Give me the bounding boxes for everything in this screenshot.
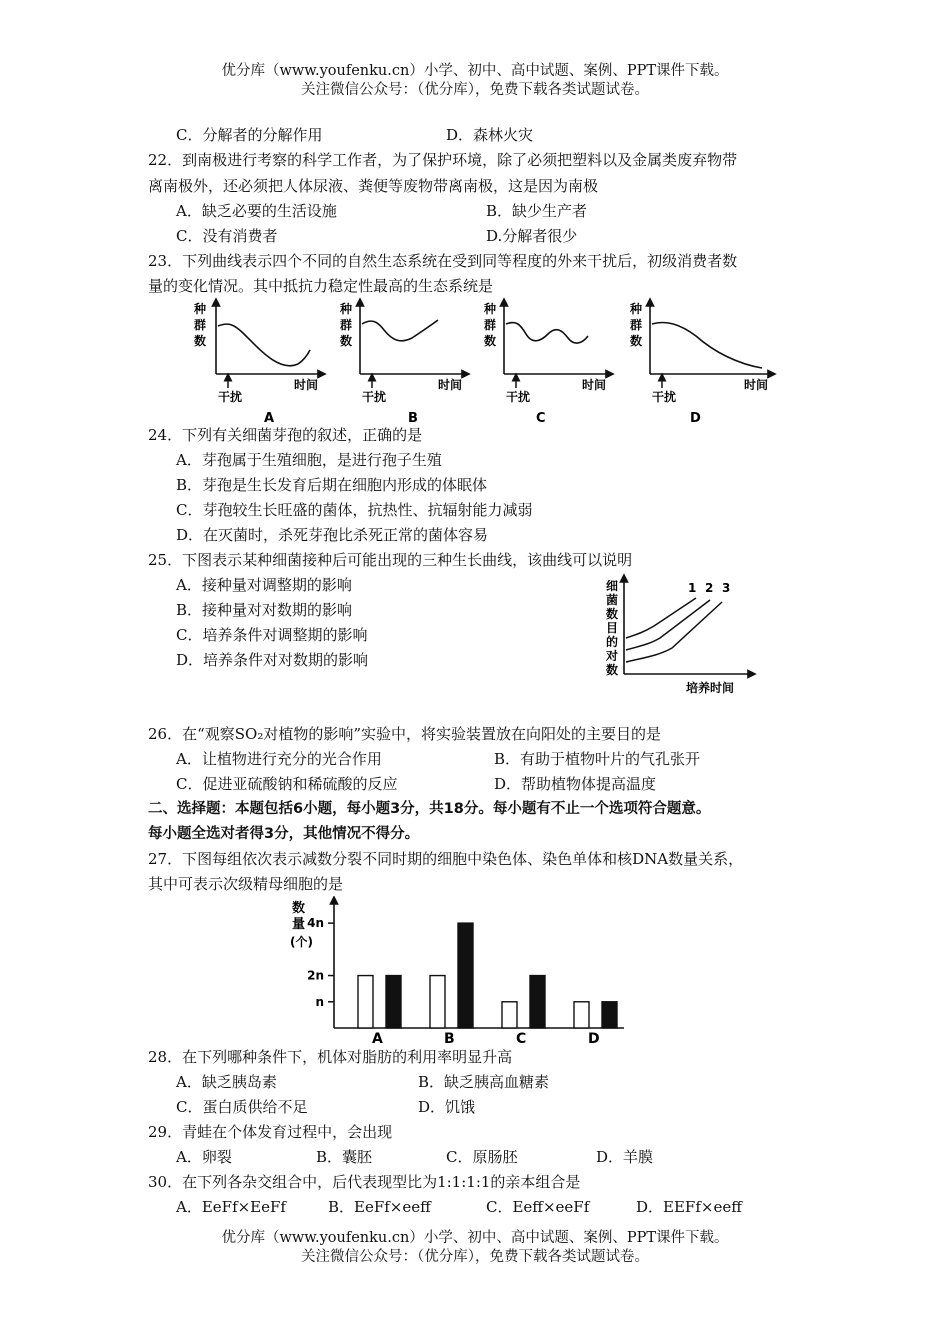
q28-option-d: D．饥饿 bbox=[418, 1098, 476, 1116]
q27-bar-C-white bbox=[502, 1002, 517, 1028]
q30-stem: 30．在下列各杂交组合中，后代表现型比为1:1:1:1的亲本组合是 bbox=[148, 1173, 581, 1191]
q29-option-b: B．囊胚 bbox=[316, 1148, 373, 1166]
graph-a-ylabel-2: 群 bbox=[194, 318, 207, 332]
q27-bar-B-black bbox=[458, 923, 473, 1028]
graph-a-event-label: 干扰 bbox=[218, 390, 243, 404]
section-2-heading: 二、选择题：本题包括6小题，每小题3分，共18分。每小题有不止一个选项符合题意。 bbox=[148, 801, 711, 817]
q27-bar-B-white bbox=[430, 976, 445, 1028]
graph-a-label: A bbox=[264, 411, 275, 424]
q25-ylabel-1: 细 bbox=[606, 579, 619, 593]
q21-option-c: C．分解者的分解作用 bbox=[176, 126, 323, 144]
q25-ylabel-7: 数 bbox=[606, 663, 619, 677]
q26-option-d: D．帮助植物体提高温度 bbox=[494, 775, 657, 793]
footer-line-1: 优分库（www.youfenku.cn）小学、初中、高中试题、案例、PPT课件下载。 bbox=[221, 1230, 729, 1246]
q25-xlabel: 培养时间 bbox=[686, 681, 735, 695]
graph-d-xlabel: 时间 bbox=[744, 378, 769, 392]
q25-option-d: D．培养条件对对数期的影响 bbox=[176, 651, 369, 669]
q24-stem: 24．下列有关细菌芽孢的叙述，正确的是 bbox=[148, 426, 423, 444]
q21-option-d: D．森林火灾 bbox=[446, 126, 534, 144]
q27-category-label: A bbox=[372, 1031, 383, 1044]
q23-graph-b bbox=[339, 301, 466, 424]
q29-stem: 29．青蛙在个体发育过程中，会出现 bbox=[148, 1123, 393, 1141]
q28-option-a: A．缺乏胰岛素 bbox=[176, 1073, 277, 1091]
q22-option-a: A．缺乏必要的生活设施 bbox=[176, 202, 337, 220]
q23-graph-c bbox=[483, 301, 610, 424]
q27-stem-2: 其中可表示次级精母细胞的是 bbox=[148, 875, 344, 893]
q28-stem: 28．在下列哪种条件下，机体对脂肪的利用率明显升高 bbox=[148, 1048, 513, 1066]
graph-c-ylabel-1: 种 bbox=[484, 302, 497, 316]
q26-option-a: A．让植物进行充分的光合作用 bbox=[176, 750, 382, 768]
q30-option-b: B．EeFf×eeff bbox=[328, 1198, 431, 1216]
graph-b-ylabel-3: 数 bbox=[340, 334, 353, 348]
page-footer bbox=[0, 1229, 950, 1267]
q25-curve-label-3: 3 bbox=[722, 581, 731, 595]
q29-option-d: D．羊膜 bbox=[596, 1148, 654, 1166]
q30-option-a: A．EeFf×EeFf bbox=[176, 1198, 286, 1216]
page-header bbox=[0, 62, 950, 100]
q22-stem-1: 22．到南极进行考察的科学工作者，为了保护环境，除了必须把塑料以及金属类废弃物带 bbox=[148, 151, 738, 169]
q27-ylabel-3: (个) bbox=[290, 935, 313, 949]
q23-graph-a bbox=[193, 301, 322, 424]
q25-ylabel-5: 的 bbox=[606, 635, 619, 649]
q22-option-c: C．没有消费者 bbox=[176, 227, 278, 245]
q25-curve-label-2: 2 bbox=[705, 581, 714, 595]
q27-bar-A-white bbox=[358, 976, 373, 1028]
graph-b-ylabel-1: 种 bbox=[340, 302, 353, 316]
q24-option-a: A．芽孢属于生殖细胞，是进行孢子生殖 bbox=[176, 451, 442, 469]
q27-bar-C-black bbox=[530, 976, 545, 1028]
header-line-2: 关注微信公众号：（优分库），免费下载各类试题试卷。 bbox=[301, 82, 649, 98]
q26-option-c: C．促进亚硫酸钠和稀硫酸的反应 bbox=[176, 775, 398, 793]
q27-category-label: B bbox=[444, 1031, 455, 1044]
graph-d-curve bbox=[652, 323, 762, 369]
q22-option-d: D.分解者很少 bbox=[486, 227, 578, 245]
graph-d-event-label: 干扰 bbox=[652, 390, 677, 404]
q27-bar-chart bbox=[288, 896, 628, 1044]
graph-c-xlabel: 时间 bbox=[582, 378, 607, 392]
q27-ytick-label: n bbox=[315, 994, 324, 1009]
q24-option-b: B．芽孢是生长发育后期在细胞内形成的体眠体 bbox=[176, 476, 488, 494]
q22-stem-2: 离南极外，还必须把人体尿液、粪便等废物带离南极，这是因为南极 bbox=[148, 177, 599, 195]
q25-ylabel-4: 目 bbox=[606, 621, 619, 635]
q27-ylabel-2: 量 bbox=[292, 917, 306, 932]
graph-b-curve bbox=[362, 320, 438, 341]
q27-bar-D-black bbox=[602, 1002, 617, 1028]
q29-option-a: A．卵裂 bbox=[176, 1148, 232, 1166]
q27-ytick-label: 2n bbox=[307, 968, 324, 983]
q29-option-c: C．原肠胚 bbox=[446, 1148, 518, 1166]
q25-ylabel-6: 对 bbox=[606, 649, 619, 663]
q25-option-c: C．培养条件对调整期的影响 bbox=[176, 626, 368, 644]
q27-category-label: C bbox=[516, 1031, 527, 1044]
q28-option-c: C．蛋白质供给不足 bbox=[176, 1098, 308, 1116]
graph-a-ylabel-1: 种 bbox=[194, 302, 207, 316]
graph-d-ylabel-2: 群 bbox=[630, 318, 643, 332]
graph-c-curve bbox=[506, 322, 588, 343]
q25-ylabel-2: 菌 bbox=[606, 593, 619, 607]
q22-option-b: B．缺少生产者 bbox=[486, 202, 588, 220]
graph-d-ylabel-3: 数 bbox=[630, 334, 643, 348]
graph-a-ylabel-3: 数 bbox=[194, 334, 207, 348]
graph-c-ylabel-2: 群 bbox=[484, 318, 497, 332]
graph-c-label: C bbox=[536, 411, 546, 424]
q27-ylabel-1: 数 bbox=[292, 901, 306, 916]
graph-b-label: B bbox=[408, 411, 418, 424]
q26-option-b: B．有助于植物叶片的气孔张开 bbox=[494, 750, 701, 768]
q26-stem: 26．在“观察SO₂对植物的影响”实验中，将实验装置放在向阳处的主要目的是 bbox=[148, 725, 662, 743]
q25-stem: 25．下图表示某种细菌接种后可能出现的三种生长曲线，该曲线可以说明 bbox=[148, 551, 633, 569]
graph-a-xlabel: 时间 bbox=[294, 378, 319, 392]
graph-d-label: D bbox=[690, 411, 701, 424]
graph-d-ylabel-1: 种 bbox=[630, 302, 643, 316]
graph-b-event-label: 干扰 bbox=[362, 390, 387, 404]
q30-option-c: C．Eeff×eeFf bbox=[486, 1198, 590, 1216]
q23-population-graphs bbox=[190, 294, 800, 424]
q27-category-label: D bbox=[588, 1031, 600, 1044]
graph-a-curve bbox=[218, 324, 310, 366]
q27-bar-A-black bbox=[386, 976, 401, 1028]
section-2-note: 每小题全选对者得3分，其他情况不得分。 bbox=[148, 826, 420, 842]
q24-option-c: C．芽孢较生长旺盛的菌体，抗热性、抗辐射能力减弱 bbox=[176, 501, 533, 519]
footer-line-2: 关注微信公众号：（优分库），免费下载各类试题试卷。 bbox=[301, 1249, 649, 1265]
graph-b-xlabel: 时间 bbox=[438, 378, 463, 392]
graph-c-event-label: 干扰 bbox=[506, 390, 531, 404]
q30-option-d: D．EEFf×eeff bbox=[636, 1198, 742, 1216]
graph-c-ylabel-3: 数 bbox=[484, 334, 497, 348]
q25-curve-label-1: 1 bbox=[688, 581, 697, 595]
q28-option-b: B．缺乏胰高血糖素 bbox=[418, 1073, 550, 1091]
q25-option-a: A．接种量对调整期的影响 bbox=[176, 576, 352, 594]
graph-b-ylabel-2: 群 bbox=[340, 318, 353, 332]
q25-growth-curve-graph bbox=[600, 572, 760, 696]
q27-stem-1: 27．下图每组依次表示减数分裂不同时期的细胞中染色体、染色单体和核DNA数量关系， bbox=[148, 850, 744, 868]
header-line-1: 优分库（www.youfenku.cn）小学、初中、高中试题、案例、PPT课件下载。 bbox=[221, 63, 729, 79]
q25-ylabel-3: 数 bbox=[606, 607, 619, 621]
q23-stem-2: 量的变化情况。其中抵抗力稳定性最高的生态系统是 bbox=[148, 277, 494, 295]
q27-bar-D-white bbox=[574, 1002, 589, 1028]
q24-option-d: D．在灭菌时，杀死芽孢比杀死正常的菌体容易 bbox=[176, 526, 489, 544]
q23-graph-d bbox=[629, 301, 772, 424]
q27-ytick-label: 4n bbox=[307, 916, 324, 931]
q23-stem-1: 23．下列曲线表示四个不同的自然生态系统在受到同等程度的外来干扰后，初级消费者数 bbox=[148, 252, 738, 270]
q25-option-b: B．接种量对对数期的影响 bbox=[176, 601, 353, 619]
